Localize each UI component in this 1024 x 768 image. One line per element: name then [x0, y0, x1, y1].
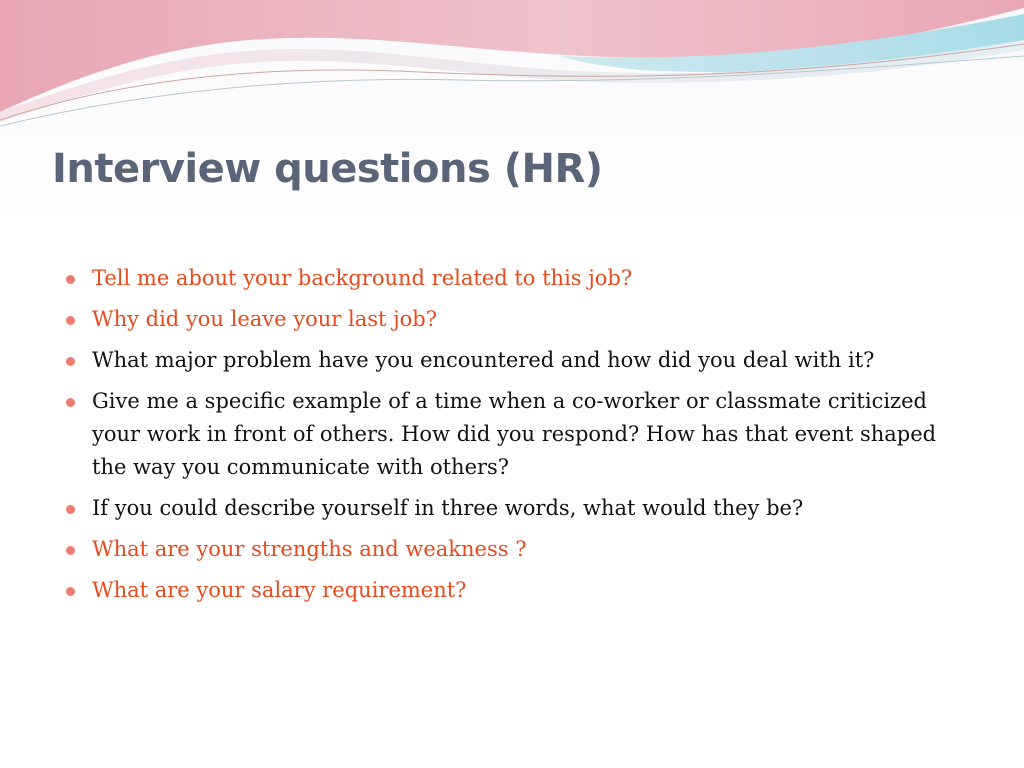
list-item: [66, 492, 966, 525]
bullet-dot-icon: [66, 587, 75, 596]
question-text: What are your salary requirement?: [92, 578, 467, 602]
bullet-dot-icon: [66, 398, 75, 407]
list-item: [66, 344, 966, 377]
question-text: Tell me about your background related to this job?: [92, 266, 633, 290]
list-item: [66, 262, 966, 295]
bullet-dot-icon: [66, 357, 75, 366]
bullet-dot-icon: [66, 275, 75, 284]
question-text: Why did you leave your last job?: [92, 307, 437, 331]
decorative-wave-banner: [0, 0, 1024, 140]
question-text: What are your strengths and weakness ?: [92, 537, 527, 561]
list-item: [66, 533, 966, 566]
question-text: Give me a specific example of a time when a co-worker or classmate criticized your work in front of others. How did you respond? How has that event shaped the way you communicate with others?: [92, 389, 937, 479]
bullet-dot-icon: [66, 505, 75, 514]
question-text: What major problem have you encountered and how did you deal with it?: [92, 348, 875, 372]
question-text: If you could describe yourself in three words, what would they be?: [92, 496, 804, 520]
list-item: [66, 303, 966, 336]
bullet-dot-icon: [66, 316, 75, 325]
bullet-dot-icon: [66, 546, 75, 555]
slide-title: Interview questions (HR): [52, 146, 603, 192]
question-list: [66, 262, 966, 615]
list-item: [66, 385, 966, 484]
list-item: [66, 574, 966, 607]
